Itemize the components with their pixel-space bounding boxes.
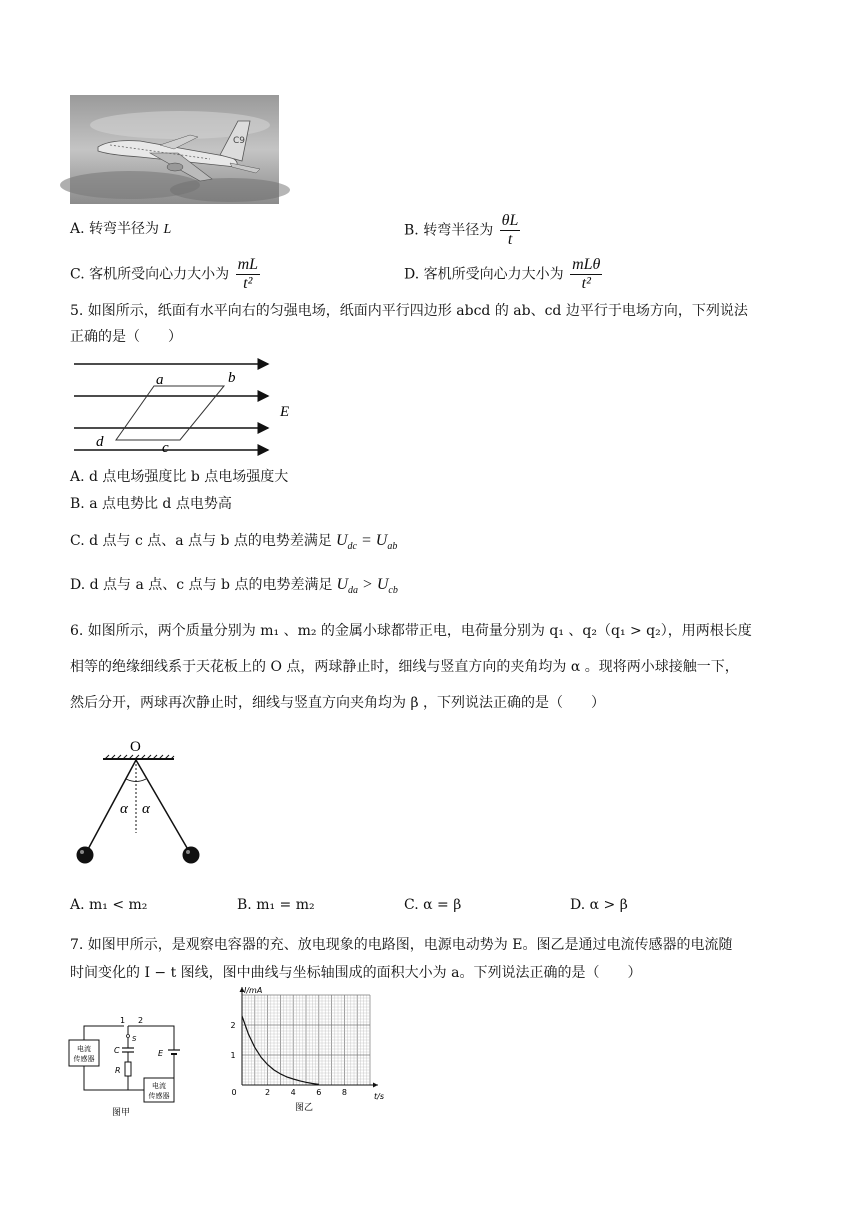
y-axis-label: I/mA	[244, 986, 263, 995]
alpha-right: α	[142, 801, 150, 817]
svg-text:传感器: 传感器	[73, 1055, 95, 1063]
pendulum-figure	[70, 735, 220, 875]
x-axis-label: t/s	[374, 1092, 384, 1101]
x-tick-label: 0	[231, 1088, 237, 1097]
q5-option-c: C. d 点与 c 点、a 点与 b 点的电势差满足 $U_{dc} = U_{ab}$	[70, 532, 398, 553]
svg-text:C9: C9	[233, 136, 246, 146]
q6-option-a: A. m₁ < m₂	[70, 897, 148, 913]
option-a: A. 转弯半径为 L	[70, 221, 172, 237]
x-tick-label: 4	[290, 1088, 296, 1097]
svg-text:1: 1	[120, 1016, 126, 1025]
q5-stem-line1: 5. 如图所示，纸面有水平向右的匀强电场，纸面内平行四边形 abcd 的 ab、cd 边平行于电场方向，下列说法	[70, 303, 748, 319]
x-tick-label: 6	[316, 1088, 322, 1097]
option-c: C. 客机所受向心力大小为 $\frac{mL}{\text{t²}}$	[70, 256, 259, 292]
caption-yi: 图乙	[294, 1103, 314, 1113]
option-d: D. 客机所受向心力大小为 $\frac{\text{mLθ}}{\text{t²}}$	[404, 256, 601, 292]
svg-text:传感器: 传感器	[148, 1092, 170, 1100]
airplane-photo	[70, 95, 279, 204]
label-O: O	[130, 739, 141, 755]
label-c: c	[162, 440, 169, 456]
svg-text:R: R	[115, 1066, 121, 1075]
label-a: a	[156, 372, 164, 388]
circuit-diagram	[66, 1014, 196, 1118]
q6-stem-line1: 6. 如图所示，两个质量分别为 m₁ 、m₂ 的金属小球都带正电，电荷量分别为 q₁ 、q₂（q₁ > q₂），用两根长度	[70, 623, 752, 639]
q7-stem-line2: 时间变化的 I − t 图线，图中曲线与坐标轴围成的面积大小为 a。下列说法正确的是（ ）	[70, 965, 642, 981]
q5-option-d: D. d 点与 a 点、c 点与 b 点的电势差满足 $U_{da} > U_{cb}$	[70, 576, 398, 597]
electric-field-figure	[72, 352, 302, 456]
x-tick-label: 8	[341, 1088, 347, 1097]
svg-text:S: S	[132, 1035, 137, 1043]
svg-text:E: E	[158, 1049, 164, 1058]
q5-option-b: B. a 点电势比 d 点电势高	[70, 496, 232, 512]
label-b: b	[228, 370, 236, 386]
svg-text:C: C	[114, 1046, 120, 1055]
option-b: B. 转弯半径为 $\frac{\theta L}{t}$	[404, 212, 519, 248]
q5-stem-line2: 正确的是（ ）	[70, 329, 182, 345]
label-d: d	[96, 434, 104, 450]
q5-option-a: A. d 点电场强度比 b 点电场强度大	[70, 469, 289, 485]
label-E: E	[280, 404, 290, 420]
caption-jia: 图甲	[111, 1108, 131, 1118]
q6-stem-line2: 相等的绝缘细线系于天花板上的 O 点，两球静止时，细线与竖直方向的夹角均为 α 。现将两小球接触一下，	[70, 659, 739, 675]
x-tick-label: 2	[265, 1088, 271, 1097]
it-graph	[222, 986, 382, 1116]
q6-option-b: B. m₁ = m₂	[237, 897, 315, 913]
q7-stem-line1: 7. 如图甲所示，是观察电容器的充、放电现象的电路图，电源电动势为 E。图乙是通过电流传感器的电流随	[70, 937, 733, 953]
y-tick-label: 1	[230, 1051, 236, 1060]
svg-text:电流: 电流	[77, 1045, 91, 1053]
y-tick-label: 2	[230, 1021, 236, 1030]
alpha-left: α	[120, 801, 128, 817]
q6-option-d: D. α > β	[570, 897, 628, 913]
x-axis-arrow	[373, 1083, 378, 1088]
svg-text:2: 2	[138, 1016, 144, 1025]
q6-stem-line3: 然后分开，两球再次静止时，细线与竖直方向夹角均为 β ，下列说法正确的是（ ）	[70, 695, 605, 711]
svg-text:电流: 电流	[152, 1082, 166, 1090]
q6-option-c: C. α = β	[404, 897, 462, 913]
